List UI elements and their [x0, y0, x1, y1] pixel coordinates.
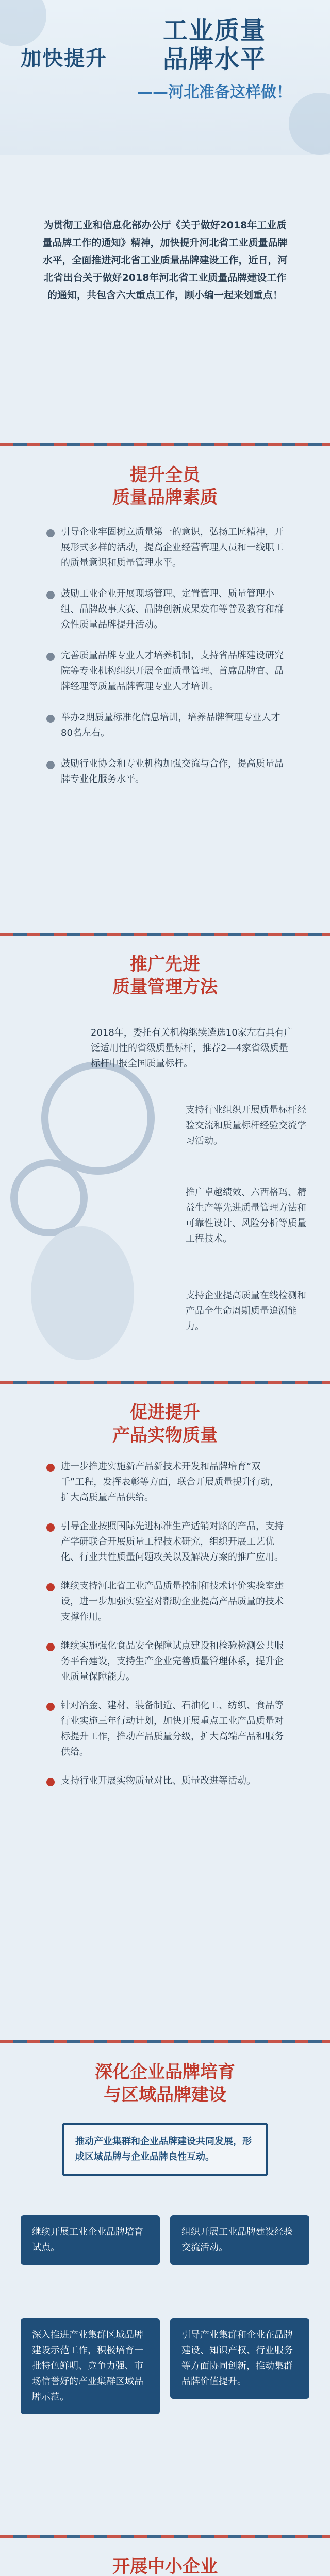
info-card-text: 继续开展工业企业品牌培育试点。 — [32, 2227, 143, 2253]
list-item-text: 引导企业牢固树立质量第一的意识，弘扬工匠精神，开展形式多样的活动，提高企业经营管理人员和一线职工的质量意识和质量管理水平。 — [61, 527, 284, 568]
list-item — [46, 1773, 284, 1789]
hero-left-title: 加快提升 — [21, 47, 107, 71]
section-title-line2: 产品实物质量 — [112, 1425, 218, 1446]
list-item — [186, 1103, 309, 1149]
info-card-text: 深入推进产业集群区域品牌建设示范工作，积极培育一批特色鲜明、竞争力强、市场信誉好的产业集群区域品牌示范。 — [32, 2330, 143, 2402]
bullet-icon — [46, 529, 55, 537]
section-sme-brands — [0, 2555, 330, 2576]
hero-title-line1: 工业质量 — [162, 16, 266, 45]
section-quality-awareness — [0, 464, 330, 787]
section-divider — [0, 2040, 330, 2043]
list-item-text: 继续支持河北省工业产品质量控制和技术评价实验室建设，进一步加强实验室对帮助企业提高产品质量的技术支撑作用。 — [61, 1581, 284, 1622]
lightbulb-icon — [31, 1226, 134, 1360]
hero-right-title — [122, 15, 307, 102]
list-item-text: 引导企业按照国际先进标准生产适销对路的产品，支持产学研联合开展质量工程技术研究，组织开展工艺优化、行业共性质量问题攻关以及解决方案的推广应用。 — [61, 1521, 284, 1563]
list-item-text: 针对冶金、建材、装备制造、石油化工、纺织、食品等行业实施三年行动计划，加快开展重点工业产品质量对标提升工作，推动产品质量分级，扩大高端产品和服务供给。 — [61, 1700, 284, 1757]
list-item — [46, 524, 284, 571]
section-title-line2: 质量品牌素质 — [112, 487, 218, 508]
bullet-icon — [46, 1523, 55, 1532]
list-item-text: 继续实施强化食品安全保障试点建设和检验检测公共服务平台建设，支持生产企业完善质量管理体系，提升企业质量保障能力。 — [61, 1640, 284, 1682]
gear-icon — [10, 1159, 88, 1236]
list-item — [46, 756, 284, 787]
list-item-text: 支持行业组织开展质量标杆经验交流和质量标杆经验交流学习活动。 — [186, 1105, 306, 1146]
section-brand-building — [0, 2061, 330, 2106]
list-item — [46, 648, 284, 694]
section-title — [0, 953, 330, 998]
list-item-text: 鼓励行业协会和专业机构加强交流与合作，提高质量品牌专业化服务水平。 — [61, 758, 284, 785]
section-title — [0, 464, 330, 509]
info-card — [170, 2215, 309, 2265]
decor-circle — [0, 0, 46, 46]
hero-banner — [0, 0, 330, 155]
bullet-icon — [46, 591, 55, 599]
bullet-icon — [46, 715, 55, 723]
section-divider — [0, 443, 330, 446]
section-title-line1: 深化企业品牌培育 — [95, 2062, 235, 2082]
highlight-banner-text: 推动产业集群和企业品牌建设共同发展，形成区域品牌与企业品牌良性互动。 — [75, 2136, 252, 2162]
info-card-text: 引导产业集群和企业在品牌建设、知识产权、行业服务等方面协同创新，推动集群品牌价值提升。 — [182, 2330, 293, 2387]
bullet-icon — [46, 653, 55, 661]
list-item — [46, 1579, 284, 1625]
section-title — [0, 2555, 330, 2576]
bullet-icon — [46, 1703, 55, 1711]
list-item-text: 推广卓越绩效、六西格玛、精益生产等先进质量管理方法和可靠性设计、风险分析等质量工程技术。 — [186, 1187, 306, 1244]
section-title-line2: 与区域品牌建设 — [104, 2084, 226, 2105]
highlight-banner — [62, 2123, 268, 2176]
bullet-icon — [46, 761, 55, 769]
decor-circle — [289, 93, 330, 155]
list-item-text: 举办2期质量标准化信息培训，培养品牌管理专业人才80名左右。 — [61, 712, 280, 738]
section-title — [0, 2061, 330, 2106]
info-card — [21, 2215, 160, 2265]
section-title-line1: 促进提升 — [130, 1402, 200, 1423]
hero-title-line2: 品牌水平 — [162, 45, 266, 74]
list-item — [46, 1638, 284, 1685]
list-item-text: 完善质量品牌专业人才培养机制，支持省品牌建设研究院等专业机构组织开展全面质量管理、首席品牌官、品牌经理等质量品牌管理专业人才培训。 — [61, 650, 284, 692]
section-advanced-methods — [0, 953, 330, 998]
list-item-text: 鼓励工业企业开展现场管理、定置管理、质量管理小组、品牌故事大赛、品牌创新成果发布等普及教育和群众性质量品牌提升活动。 — [61, 588, 284, 630]
list-item — [46, 586, 284, 633]
section-intro — [91, 1025, 297, 1072]
section-product-quality — [0, 1401, 330, 1789]
section-title-line1: 推广先进 — [130, 954, 200, 975]
intro-paragraph: 为贯彻工业和信息化部办公厅《关于做好2018年工业质量品牌工作的通知》精神，加快提升河北省工业质量品牌水平，全面推进河北省工业质量品牌建设工作，近日，河北省出台关于做好2018年河北省工业质量品牌建设工作的通知，共包含六大重点工作，顾小编一起来划重点！ — [42, 219, 288, 301]
gear-icon — [41, 1061, 155, 1175]
section-divider — [0, 933, 330, 936]
list-item — [46, 1519, 284, 1565]
section-title-line1: 提升全员 — [130, 465, 200, 485]
section-title — [0, 1401, 330, 1447]
section-divider — [0, 1381, 330, 1384]
list-item — [186, 1185, 309, 1247]
section-title-line2: 质量管理方法 — [112, 977, 218, 997]
hero-subtitle: ——河北准备这样做！ — [137, 83, 292, 101]
list-item — [46, 1459, 284, 1505]
list-item-text: 支持行业开展实物质量对比、质量改进等活动。 — [61, 1775, 256, 1786]
section-intro-text: 2018年，委托有关机构继续遴选10家左右具有广泛适用性的省级质量标杆，推荐2—4家省级质量标杆申报全国质量标杆。 — [91, 1027, 293, 1069]
bullet-icon — [46, 1464, 55, 1472]
info-card-text: 组织开展工业品牌建设经验交流活动。 — [182, 2227, 293, 2253]
section-title-line1: 开展中小企业 — [112, 2556, 218, 2576]
list-item — [46, 1698, 284, 1760]
bullet-icon — [46, 1778, 55, 1786]
intro-text — [0, 216, 330, 304]
bullet-icon — [46, 1583, 55, 1591]
list-item — [186, 1288, 309, 1334]
list-item — [46, 710, 284, 741]
info-card — [21, 2318, 160, 2414]
list-item-text: 进一步推进实施新产品新技术开发和品牌培育“双千”工程，发挥表彰等方面，联合开展质量提升行动，扩大高质量产品供给。 — [61, 1461, 279, 1503]
info-card — [170, 2318, 309, 2399]
section-divider — [0, 2535, 330, 2538]
bullet-icon — [46, 1643, 55, 1651]
list-item-text: 支持企业提高质量在线检测和产品全生命周期质量追溯能力。 — [186, 1290, 306, 1332]
